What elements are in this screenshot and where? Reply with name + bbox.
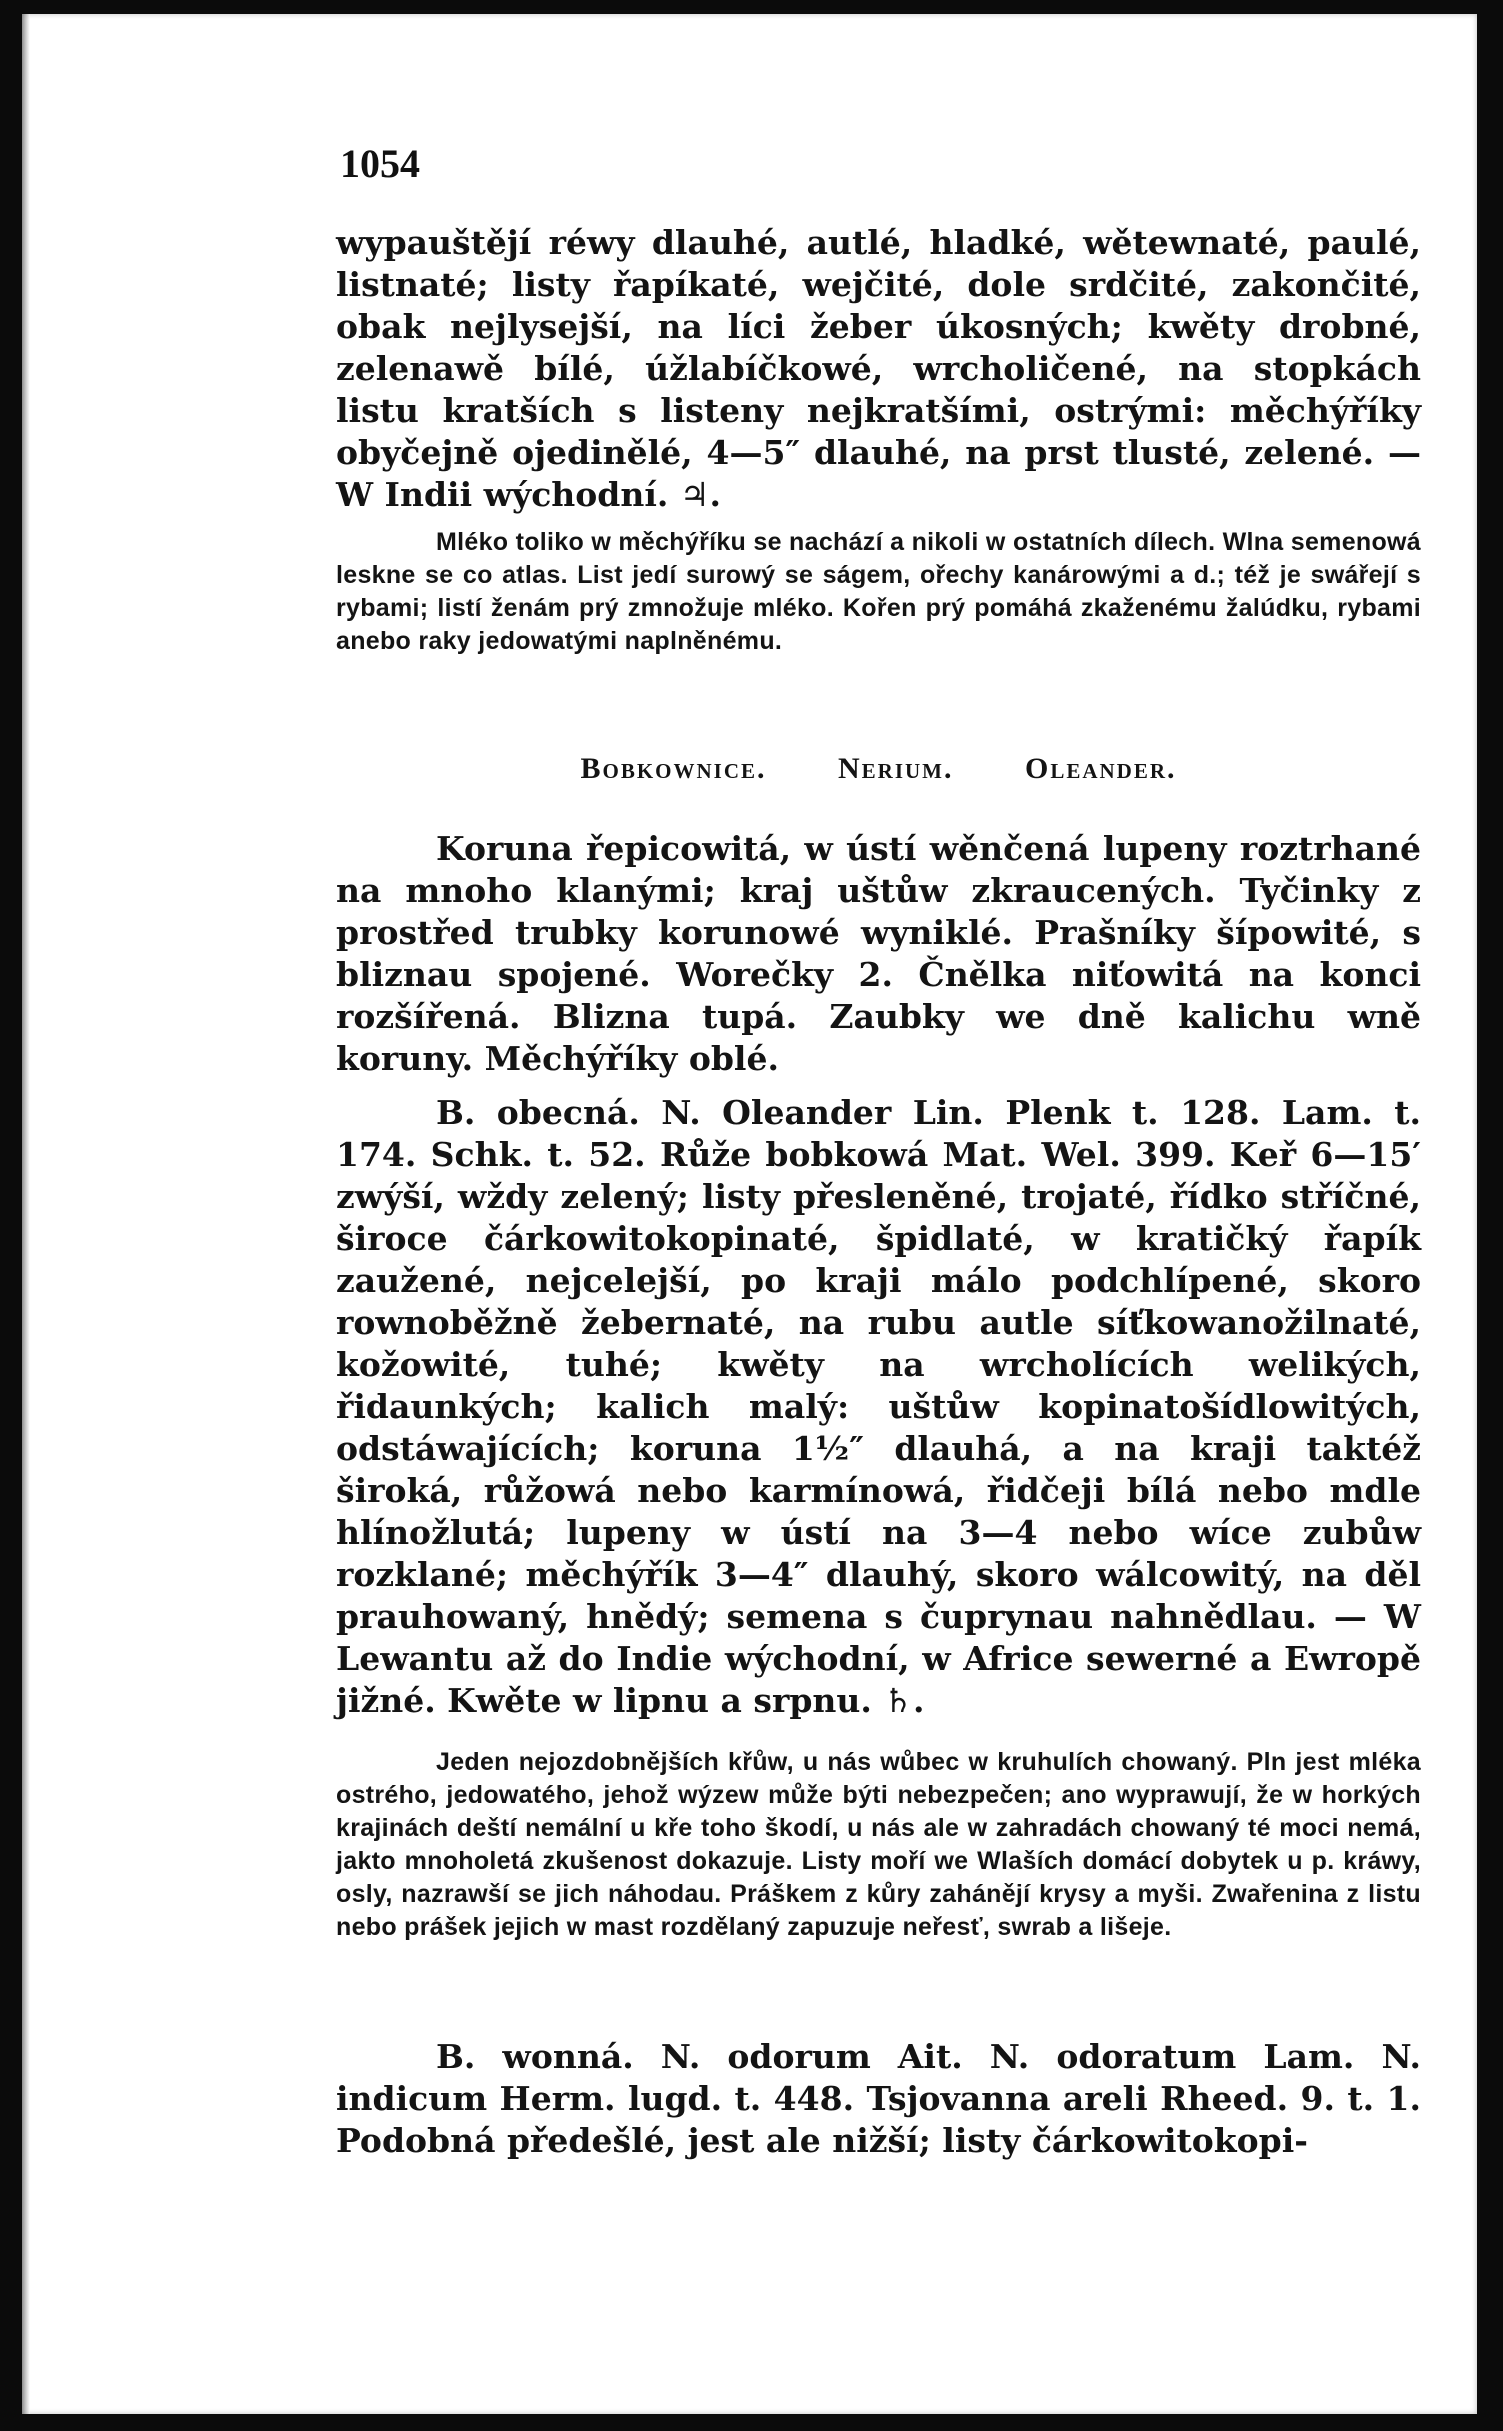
heading-latin-name: Nerium. <box>838 752 954 785</box>
note-block-2 <box>336 1746 1421 1944</box>
genus-heading <box>336 752 1421 786</box>
text-block-1 <box>336 222 1421 516</box>
text-block-3 <box>336 1092 1421 1722</box>
text-block-2 <box>336 828 1421 1080</box>
paragraph-continuation: wypauštějí réwy dlauhé, autlé, hladké, wětewnaté, paulé, listnaté; listy řapíkaté, wejčité, dole srdčité, zakončité, obak nejlysejší, na líci žeber úkosných; kwěty drobné, zelenawě bílé, úžlabíčkowé, wrcholičené, na stopkách listu kratších s listeny nejkratšími, ostrými: měchýříky obyčejně ojedinělé, 4—5″ dlauhé, na prst tlusté, zelené. — W Indii wýchodní. ♃. <box>336 223 1421 514</box>
heading-common-name: Oleander. <box>1025 752 1177 785</box>
note-paragraph-1: Mléko toliko w měchýříku se nachází a nikoli w ostatních dílech. Wlna semenowá leskne se co atlas. List jedí surowý se ságem, ořechy kanárowými a d.; též je swářejí s rybami; listí ženám prý zmnožuje mléko. Kořen prý pomáhá zkaženému žalúdku, rybami anebo raky jedowatými naplněnému. <box>336 528 1421 655</box>
genus-description: Koruna řepicowitá, w ústí wěnčená lupeny roztrhané na mnoho klanými; kraj uštůw zkraucených. Tyčinky z prostřed trubky korunowé wyniklé. Prašníky šípowité, s bliznau spojené. Worečky 2. Čnělka niťowitá na konci rozšířená. Blizna tupá. Zaubky we dně kalichu wně koruny. Měchýříky oblé. <box>336 829 1421 1078</box>
species-description-obecna: B. obecná. N. Oleander Lin. Plenk t. 128. Lam. t. 174. Schk. t. 52. Růže bobkowá Mat. Wel. 399. Keř 6—15′ zwýší, wždy zelený; listy přesleněné, trojaté, řídko stříčné, široce čárkowitokopinaté, špidlaté, w kratičký řapík zaužené, nejcelejší, po kraji málo podchlípené, skoro rownoběžně žebernaté, na rubu autle síťkowanožilnaté, kožowité, tuhé; kwěty na wrcholících welikých, řidaunkých; kalich malý: uštůw kopinatošídlowitých, odstáwajících; koruna 1½″ dlauhá, a na kraji taktéž široká, růžowá nebo karmínowá, řidčeji bílá nebo mdle hlínožlutá; lupeny w ústí na 3—4 nebo wíce zubůw rozklané; měchýřík 3—4″ dlauhý, skoro wálcowitý, na děl prauhowaný, hnědý; semena s čuprynau nahnědlau. — W Lewantu až do Indie wýchodní, w Africe sewerné a Ewropě jižné. Kwěte w lipnu a srpnu. ♄. <box>336 1093 1421 1720</box>
page-number: 1054 <box>340 141 420 186</box>
page-edge-shadow <box>22 14 30 2414</box>
note-block-1 <box>336 526 1421 658</box>
species-description-wonna: B. wonná. N. odorum Ait. N. odoratum Lam. N. indicum Herm. lugd. t. 448. Tsjovanna areli Rheed. 9. t. 1. Podobná předešlé, jest ale nižší; listy čárkowitokopi- <box>336 2037 1421 2160</box>
heading-czech-name: Bobkownice. <box>580 752 767 785</box>
text-block-4 <box>336 2036 1421 2162</box>
note-paragraph-2: Jeden nejozdobnějších křůw, u nás wůbec w kruhulích chowaný. Pln jest mléka ostrého, jedowatého, jehož wýzew může býti nebezpečen; ano wyprawují, že w horkých krajinách deští nemální u kře toho škodí, u nás ale w zahradách chowaný té moci nemá, jakto mnoholetá zkušenost dokazuje. Listy moří we Wlaších domácí dobytek u p. kráwy, osly, nazrawší se jich náhodau. Práškem z kůry zahánějí krysy a myši. Zwařenina z listu nebo prášek jejich w mast rozdělaný zapuzuje neřesť, swrab a lišeje. <box>336 1748 1421 1941</box>
